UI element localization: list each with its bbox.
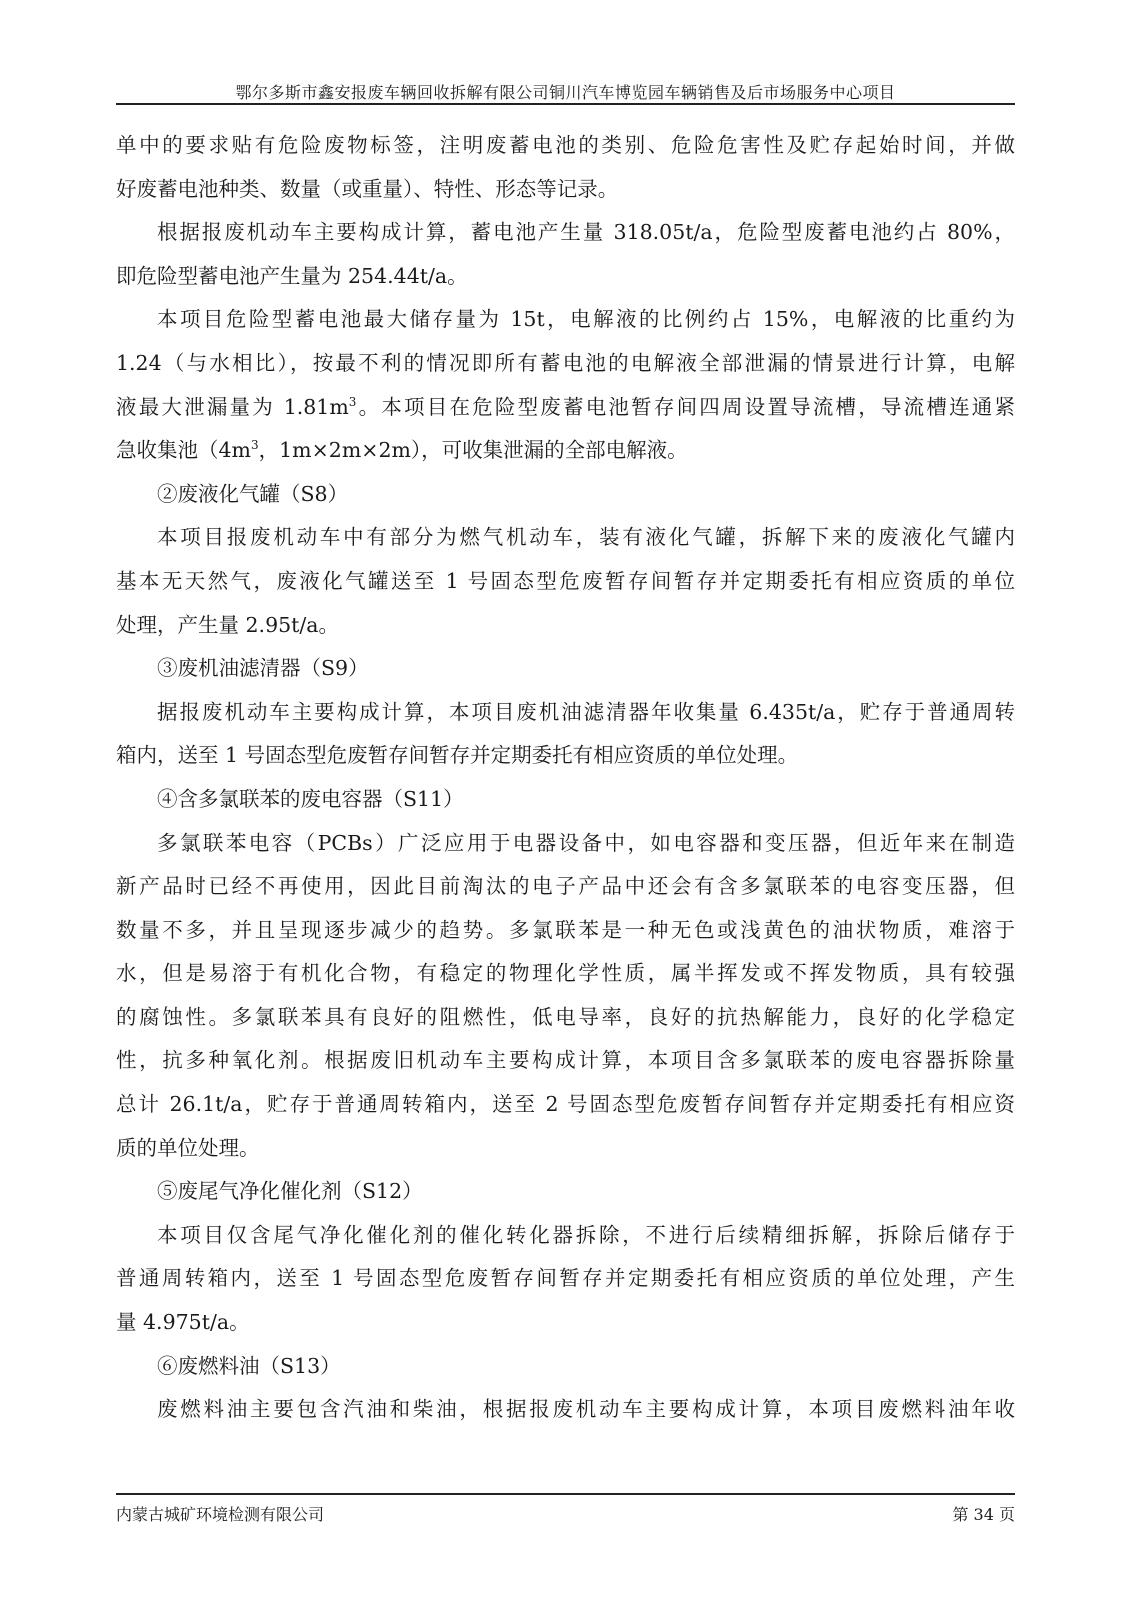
text-line: 本项目报废机动车中有部分为燃气机动车，装有液化气罐，拆解下来的废液化气罐内 — [157, 525, 1015, 550]
text-line: 根据报废机动车主要构成计算，蓄电池产生量 318.05t/a，危险型废蓄电池约占 80%， — [157, 220, 1015, 245]
text-line: ②废液化气罐（S8） — [157, 481, 349, 506]
header-divider — [116, 103, 1015, 105]
text-line: 的腐蚀性。多氯联苯具有良好的阻燃性，低电导率，良好的抗热解能力，良好的化学稳定 — [116, 1004, 1015, 1029]
text-line: 1.24（与水相比），按最不利的情况即所有蓄电池的电解液全部泄漏的情景进行计算，电解 — [116, 350, 1015, 375]
text-line: 本项目危险型蓄电池最大储存量为 15t，电解液的比例约占 15%，电解液的比重约为 — [157, 307, 1015, 332]
text-line: 即危险型蓄电池产生量为 254.44t/a。 — [116, 263, 468, 288]
paragraph-4 — [116, 516, 1015, 647]
document-body — [116, 124, 1015, 1432]
paragraph-1 — [116, 124, 1015, 211]
paragraph-7 — [116, 1214, 1015, 1345]
text-line: 量 4.975t/a。 — [116, 1310, 250, 1335]
section-heading-s9 — [116, 647, 1015, 691]
text-line: 处理，产生量 2.95t/a。 — [116, 612, 340, 637]
text-segment: 液最大泄漏量为 1.81m — [116, 394, 349, 419]
section-heading-s12 — [116, 1170, 1015, 1214]
text-line: 本项目仅含尾气净化催化剂的催化转化器拆除，不进行后续精细拆解，拆除后储存于 — [157, 1222, 1015, 1247]
text-line: 多氯联苯电容（PCBs）广泛应用于电器设备中，如电容器和变压器，但近年来在制造 — [157, 830, 1015, 855]
text-line: 性，抗多种氧化剂。根据废旧机动车主要构成计算，本项目含多氯联苯的废电容器拆除量 — [116, 1048, 1015, 1073]
footer-company-name: 内蒙古城矿环境检测有限公司 — [116, 1505, 325, 1524]
text-line — [116, 429, 1015, 473]
text-line: ⑥废燃料油（S13） — [157, 1353, 341, 1378]
text-line: 质的单位处理。 — [116, 1135, 260, 1160]
text-line: 总计 26.1t/a，贮存于普通周转箱内，送至 2 号固态型危废暂存间暂存并定期委托有相应资 — [116, 1092, 1015, 1117]
text-line: 新产品时已经不再使用，因此目前淘汰的电子产品中还会有含多氯联苯的电容变压器，但 — [116, 874, 1015, 899]
footer-divider — [116, 1493, 1015, 1495]
page-number: 第 34 页 — [952, 1505, 1015, 1524]
text-line: 箱内，送至 1 号固态型危废暂存间暂存并定期委托有相应资质的单位处理。 — [116, 743, 799, 768]
paragraph-3 — [116, 298, 1015, 472]
section-heading-s11 — [116, 778, 1015, 822]
text-line: 普通周转箱内，送至 1 号固态型危废暂存间暂存并定期委托有相应资质的单位处理，产生 — [116, 1266, 1015, 1291]
text-line: 水，但是易溶于有机化合物，有稳定的物理化学性质，属半挥发或不挥发物质，具有较强 — [116, 961, 1015, 986]
paragraph-6 — [116, 822, 1015, 1171]
text-line: ③废机油滤清器（S9） — [157, 656, 369, 681]
text-line: 废燃料油主要包含汽油和柴油，根据报废机动车主要构成计算，本项目废燃料油年收 — [157, 1397, 1015, 1422]
text-line: 据报废机动车主要构成计算，本项目废机油滤清器年收集量 6.435t/a，贮存于普通周转 — [157, 699, 1015, 724]
paragraph-8 — [116, 1388, 1015, 1432]
text-line: 数量不多，并且呈现逐步减少的趋势。多氯联苯是一种无色或浅黄色的油状物质，难溶于 — [116, 917, 1015, 942]
text-segment: 。本项目在危险型废蓄电池暂存间四周设置导流槽，导流槽连通紧 — [356, 394, 1015, 419]
text-line: ④含多氯联苯的废电容器（S11） — [157, 786, 464, 811]
paragraph-2 — [116, 211, 1015, 298]
text-segment: ，1m×2m×2m），可收集泄漏的全部电解液。 — [258, 438, 688, 463]
text-line: 好废蓄电池种类、数量（或重量）、特性、形态等记录。 — [116, 176, 619, 201]
paragraph-5 — [116, 691, 1015, 778]
text-line: 单中的要求贴有危险废物标签，注明废蓄电池的类别、危险危害性及贮存起始时间，并做 — [116, 133, 1015, 157]
superscript: 3 — [348, 394, 357, 409]
text-line: ⑤废尾气净化催化剂（S12） — [157, 1179, 423, 1204]
text-line: 基本无天然气，废液化气罐送至 1 号固态型危废暂存间暂存并定期委托有相应资质的单位 — [116, 568, 1015, 593]
text-segment: 急收集池（4m — [116, 438, 251, 463]
text-line — [116, 386, 1015, 430]
section-heading-s8 — [116, 473, 1015, 517]
document-header-title: 鄂尔多斯市鑫安报废车辆回收拆解有限公司铜川汽车博览园车辆销售及后市场服务中心项目 — [235, 83, 896, 102]
superscript: 3 — [250, 438, 259, 453]
section-heading-s13 — [116, 1345, 1015, 1389]
